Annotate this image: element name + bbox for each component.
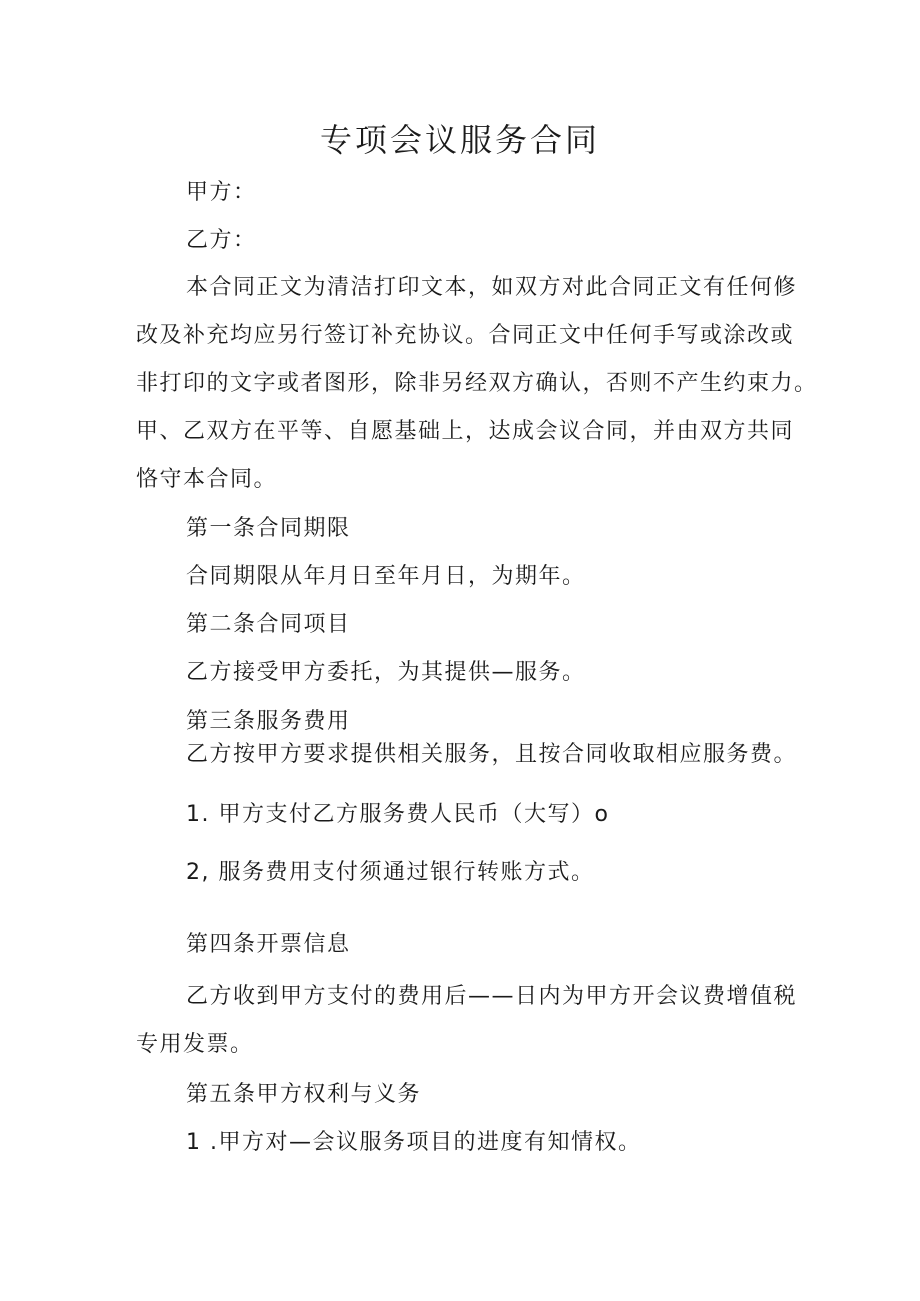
article-heading: 第五条甲方权利与义务 xyxy=(186,1082,422,1107)
party-a-label: 甲方： xyxy=(186,180,257,205)
page-title: 专项会议服务合同 xyxy=(319,121,600,159)
preamble-line: 恪守本合同。 xyxy=(136,467,278,492)
article-heading: 第三条服务费用 xyxy=(186,709,351,734)
list-item: 2, 服务费用支付须通过银行转账方式。 xyxy=(186,860,595,885)
article-text: 专用发票。 xyxy=(136,1032,254,1057)
preamble-line: 本合同正文为清洁打印文本，如双方对此合同正文有任何修 xyxy=(186,275,798,300)
article-text: 乙方收到甲方支付的费用后——日内为甲方开会议费增值税 xyxy=(186,984,798,1009)
article-text: 乙方接受甲方委托，为其提供—服务。 xyxy=(186,660,586,685)
article-heading: 第四条开票信息 xyxy=(186,932,351,957)
preamble-line: 改及补充均应另行签订补充协议。合同正文中任何手写或涂改或 xyxy=(136,323,795,348)
article-heading: 第二条合同项目 xyxy=(186,612,351,637)
preamble-line: 非打印的文字或者图形，除非另经双方确认，否则不产生约束力。 xyxy=(136,371,818,396)
list-item: 1. 甲方支付乙方服务费人民币（大写）o xyxy=(186,802,610,827)
article-text: 合同期限从年月日至年月日，为期年。 xyxy=(186,564,586,589)
preamble-line: 甲、乙双方在平等、自愿基础上，达成会议合同，并由双方共同 xyxy=(136,419,795,444)
party-b-label: 乙方： xyxy=(186,228,257,253)
article-heading: 第一条合同期限 xyxy=(186,516,351,541)
list-item: 1 .甲方对—会议服务项目的进度有知情权。 xyxy=(186,1130,642,1155)
article-text: 乙方按甲方要求提供相关服务，且按合同收取相应服务费。 xyxy=(186,742,798,767)
